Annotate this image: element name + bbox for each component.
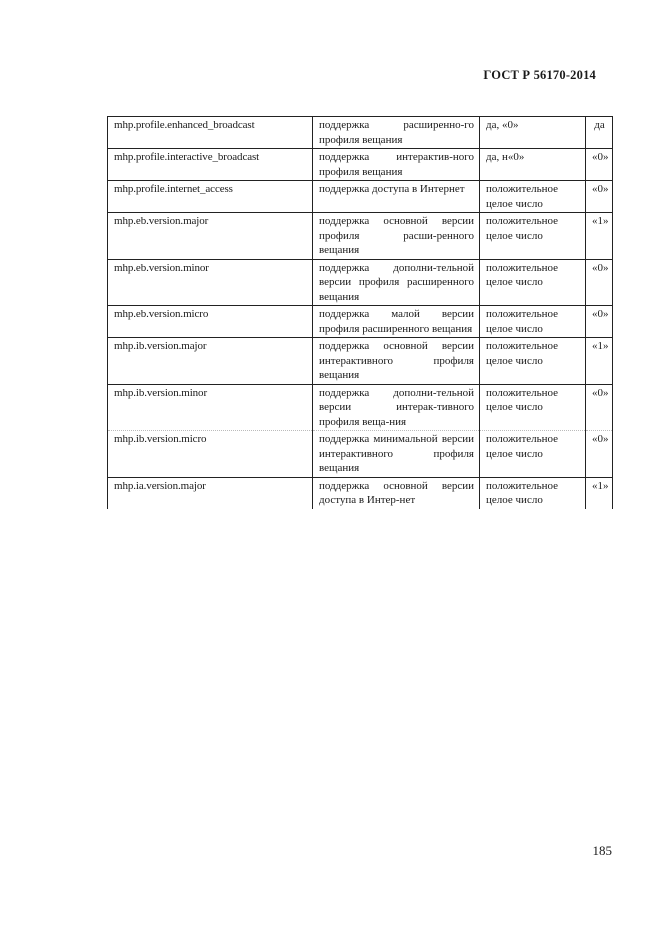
document-code-header: ГОСТ Р 56170-2014 <box>483 68 596 82</box>
table-row <box>108 431 613 478</box>
param-cell: mhp.eb.version.major <box>108 213 313 260</box>
type-cell: положительное целое число <box>480 306 586 338</box>
value-cell: «0» <box>586 431 613 478</box>
description-cell: поддержка основной версии доступа в Интер-нет <box>313 477 480 509</box>
parameter-table <box>107 116 613 509</box>
value-cell: «1» <box>586 213 613 260</box>
table-row <box>108 149 613 181</box>
value-cell: «0» <box>586 306 613 338</box>
table-row <box>108 338 613 385</box>
param-cell: mhp.profile.enhanced_broadcast <box>108 117 313 149</box>
param-cell: mhp.ib.version.micro <box>108 431 313 478</box>
description-cell: поддержка доступа в Интернет <box>313 181 480 213</box>
description-cell: поддержка дополни-тельной версии интерак-тивного профиля веща-ния <box>313 384 480 431</box>
table-row <box>108 384 613 431</box>
table-row <box>108 259 613 306</box>
description-cell: поддержка дополни-тельной версии профиля расширенного вещания <box>313 259 480 306</box>
description-cell: поддержка основной версии профиля расши-ренного вещания <box>313 213 480 260</box>
value-cell: «0» <box>586 149 613 181</box>
table-row <box>108 117 613 149</box>
value-cell: «0» <box>586 181 613 213</box>
param-cell: mhp.profile.interactive_broadcast <box>108 149 313 181</box>
type-cell: да, н«0» <box>480 149 586 181</box>
table-row <box>108 477 613 509</box>
value-cell: «1» <box>586 338 613 385</box>
type-cell: положительное целое число <box>480 431 586 478</box>
value-cell: «0» <box>586 384 613 431</box>
description-cell: поддержка основной версии интерактивного профиля вещания <box>313 338 480 385</box>
param-cell: mhp.eb.version.minor <box>108 259 313 306</box>
type-cell: положительное целое число <box>480 338 586 385</box>
description-cell: поддержка интерактив-ного профиля вещания <box>313 149 480 181</box>
description-cell: поддержка малой версии профиля расширенного вещания <box>313 306 480 338</box>
description-cell: поддержка расширенно-го профиля вещания <box>313 117 480 149</box>
type-cell: положительное целое число <box>480 213 586 260</box>
param-cell: mhp.ib.version.major <box>108 338 313 385</box>
table-row <box>108 213 613 260</box>
param-cell: mhp.ib.version.minor <box>108 384 313 431</box>
type-cell: положительное целое число <box>480 259 586 306</box>
type-cell: положительное целое число <box>480 477 586 509</box>
param-cell: mhp.eb.version.micro <box>108 306 313 338</box>
value-cell: да <box>586 117 613 149</box>
description-cell: поддержка минимальной версии интерактивного профиля вещания <box>313 431 480 478</box>
param-cell: mhp.ia.version.major <box>108 477 313 509</box>
value-cell: «1» <box>586 477 613 509</box>
value-cell: «0» <box>586 259 613 306</box>
table-row <box>108 306 613 338</box>
param-cell: mhp.profile.internet_access <box>108 181 313 213</box>
page-number: 185 <box>592 843 612 858</box>
type-cell: положительное целое число <box>480 181 586 213</box>
type-cell: положительное целое число <box>480 384 586 431</box>
type-cell: да, «0» <box>480 117 586 149</box>
table-row <box>108 181 613 213</box>
